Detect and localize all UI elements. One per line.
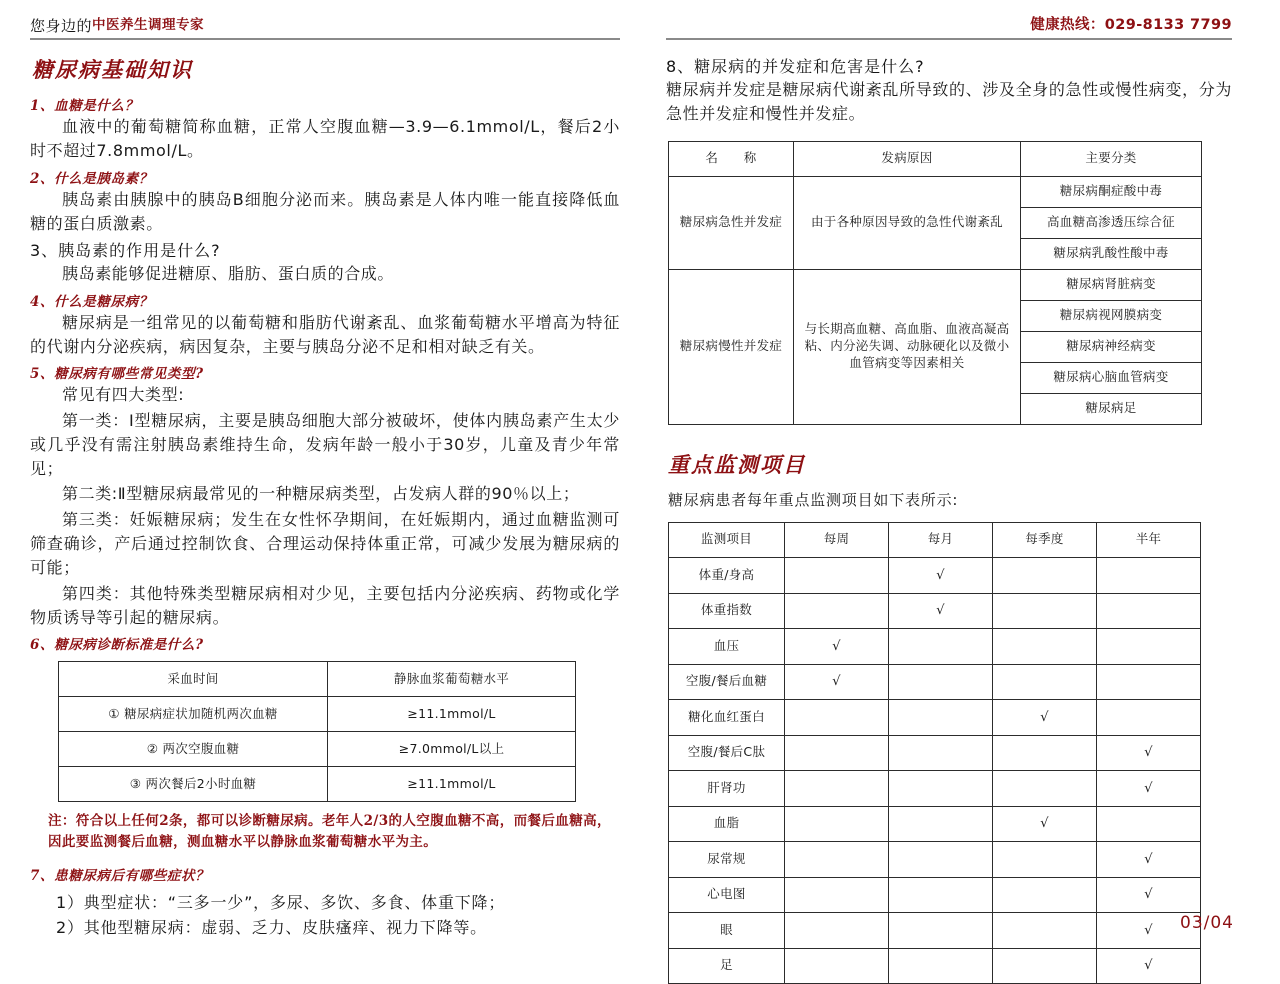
monitor-empty-cell — [993, 877, 1097, 913]
monitor-item-label: 足 — [669, 948, 785, 984]
monitor-empty-cell — [1097, 558, 1201, 594]
column-header-1: 每周 — [785, 522, 889, 558]
health-hotline: 健康热线：029-8133 7799 — [1030, 17, 1232, 34]
check-icon: √ — [1144, 780, 1153, 796]
diabetes-type-3: 第三类：妊娠糖尿病；发生在女性怀孕期间，在妊娠期内，通过血糖监测可筛查确诊，产后通过控制饮食、合理运动保持体重正常，可减少发展为糖尿病的可能； — [30, 509, 620, 578]
monitor-check-cell — [1097, 735, 1201, 771]
table-row — [669, 842, 1201, 878]
question-2-body: 胰岛素由胰腺中的胰岛B细胞分泌而来。胰岛素是人体内唯一能直接降低血糖的蛋白质激素。 — [30, 189, 620, 233]
monitor-item-label: 空腹/餐后血糖 — [669, 664, 785, 700]
column-header-cause: 发病原因 — [794, 141, 1021, 176]
monitor-check-cell — [889, 593, 993, 629]
symptom-item-other: 2）其他型糖尿病：虚弱、乏力、皮肤瘙痒、视力下降等。 — [56, 918, 487, 938]
monitor-empty-cell — [889, 842, 993, 878]
monitor-check-cell — [993, 700, 1097, 736]
monitoring-section-title: 重点监测项目 — [668, 451, 806, 477]
monitor-item-label: 血脂 — [669, 806, 785, 842]
question-5-title: 5、糖尿病有哪些常见类型? — [30, 366, 204, 383]
left-column — [0, 0, 648, 943]
criteria-2-value: ≥7.0mmol/L以上 — [328, 732, 576, 767]
column-header-4: 半年 — [1097, 522, 1201, 558]
question-1-title: 1、血糖是什么？ — [30, 98, 139, 114]
chronic-type-3: 糖尿病神经病变 — [1021, 331, 1202, 362]
monitor-empty-cell — [889, 948, 993, 984]
chronic-type-5: 糖尿病足 — [1021, 393, 1202, 424]
diagnosis-criteria-table — [58, 661, 576, 802]
monitor-empty-cell — [785, 735, 889, 771]
acute-complication-name: 糖尿病急性并发症 — [669, 176, 794, 269]
criteria-2-label: ② 两次空腹血糖 — [59, 732, 328, 767]
table-row — [669, 629, 1201, 665]
monitor-empty-cell — [889, 735, 993, 771]
monitoring-lead-text: 糖尿病患者每年重点监测项目如下表所示: — [668, 490, 959, 509]
monitor-empty-cell — [889, 700, 993, 736]
check-icon: √ — [832, 674, 841, 690]
question-6-title: 6、糖尿病诊断标准是什么? — [30, 637, 204, 654]
check-icon: √ — [1144, 851, 1153, 867]
check-icon: √ — [1040, 709, 1049, 725]
table-header-row — [669, 522, 1201, 558]
table-row — [669, 806, 1201, 842]
monitor-empty-cell — [785, 558, 889, 594]
diagnosis-note: 注：符合以上任何2条，都可以诊断糖尿病。老年人2/3的人空腹血糖不高，而餐后血糖高，因此要监测餐后血糖，测血糖水平以静脉血浆葡萄糖水平为主。 — [48, 813, 611, 850]
monitor-empty-cell — [1097, 664, 1201, 700]
monitor-empty-cell — [785, 948, 889, 984]
question-4-body: 糖尿病是一组常见的以葡萄糖和脂肪代谢紊乱、血浆葡萄糖水平增高为特征的代谢内分泌疾病，病因复杂，主要与胰岛分泌不足和相对缺乏有关。 — [30, 312, 620, 356]
monitor-item-label: 血压 — [669, 629, 785, 665]
monitor-empty-cell — [785, 806, 889, 842]
question-1-body: 血液中的葡萄糖简称血糖，正常人空腹血糖—3.9—6.1mmol/L，餐后2小时不超过7.8mmol/L。 — [30, 117, 620, 161]
criteria-3-label: ③ 两次餐后2小时血糖 — [59, 767, 328, 802]
header-tagline-brand: 中医养生调理专家 — [92, 17, 205, 34]
monitor-item-label: 糖化血红蛋白 — [669, 700, 785, 736]
question-8-title: 8、糖尿病的并发症和危害是什么? — [666, 57, 925, 76]
column-header-3: 每季度 — [993, 522, 1097, 558]
symptom-list — [56, 890, 620, 941]
check-icon: √ — [1144, 887, 1153, 903]
monitor-empty-cell — [993, 629, 1097, 665]
monitor-check-cell — [785, 664, 889, 700]
monitor-item-label: 尿常规 — [669, 842, 785, 878]
monitor-empty-cell — [993, 558, 1097, 594]
question-3-body: 胰岛素能够促进糖原、脂肪、蛋白质的合成。 — [62, 264, 395, 284]
monitoring-schedule-table — [668, 522, 1201, 984]
table-row — [669, 664, 1201, 700]
acute-complication-cause: 由于各种原因导致的急性代谢紊乱 — [794, 176, 1021, 269]
monitor-item-label: 体重/身高 — [669, 558, 785, 594]
monitor-item-label: 体重指数 — [669, 593, 785, 629]
monitor-empty-cell — [993, 735, 1097, 771]
criteria-1-value: ≥11.1mmol/L — [328, 697, 576, 732]
right-header — [666, 12, 1232, 38]
check-icon: √ — [832, 638, 841, 654]
table-row — [669, 700, 1201, 736]
table-row — [669, 558, 1201, 594]
column-header-name: 名 称 — [669, 141, 794, 176]
monitor-empty-cell — [1097, 593, 1201, 629]
chronic-type-1: 糖尿病肾脏病变 — [1021, 269, 1202, 300]
chronic-complication-name: 糖尿病慢性并发症 — [669, 269, 794, 424]
monitor-empty-cell — [993, 664, 1097, 700]
monitor-empty-cell — [785, 771, 889, 807]
table-row — [669, 176, 1202, 207]
monitor-item-label: 空腹/餐后C肽 — [669, 735, 785, 771]
table-row — [669, 771, 1201, 807]
header-divider-right — [666, 38, 1232, 40]
monitor-item-label: 心电图 — [669, 877, 785, 913]
monitor-empty-cell — [993, 593, 1097, 629]
check-icon: √ — [1040, 816, 1049, 832]
monitor-empty-cell — [993, 771, 1097, 807]
monitor-check-cell — [785, 629, 889, 665]
chronic-complication-cause: 与长期高血糖、高血脂、血液高凝高粘、内分泌失调、动脉硬化以及微小血管病变等因素相关 — [794, 269, 1021, 424]
check-icon: √ — [1144, 745, 1153, 761]
header-divider-left — [30, 38, 620, 40]
diabetes-type-4: 第四类：其他特殊类型糖尿病相对少见，主要包括内分泌疾病、药物或化学物质诱导等引起的糖尿病。 — [30, 583, 620, 627]
monitor-empty-cell — [1097, 700, 1201, 736]
check-icon: √ — [1144, 922, 1153, 938]
check-icon: √ — [936, 603, 945, 619]
left-header — [30, 12, 620, 38]
question-7-title: 7、患糖尿病后有哪些症状？ — [30, 867, 210, 884]
monitor-check-cell — [1097, 877, 1201, 913]
table-row — [669, 269, 1202, 300]
monitor-empty-cell — [889, 771, 993, 807]
monitor-empty-cell — [785, 700, 889, 736]
table-row — [669, 877, 1201, 913]
question-5-lead: 常见有四大类型: — [62, 385, 185, 405]
monitor-item-label: 眼 — [669, 913, 785, 949]
table-row — [59, 767, 576, 802]
column-header-0: 监测项目 — [669, 522, 785, 558]
monitor-empty-cell — [889, 806, 993, 842]
column-header-plasma-level: 静脉血浆葡萄糖水平 — [328, 662, 576, 697]
monitor-item-label: 肝肾功 — [669, 771, 785, 807]
question-4-title: 4、什么是糖尿病？ — [30, 293, 153, 310]
monitor-empty-cell — [1097, 806, 1201, 842]
complications-table — [668, 141, 1202, 425]
monitor-empty-cell — [889, 664, 993, 700]
table-row — [669, 593, 1201, 629]
table-header-row — [59, 662, 576, 697]
table-row — [669, 735, 1201, 771]
monitor-empty-cell — [785, 877, 889, 913]
monitor-check-cell — [1097, 842, 1201, 878]
table-row — [669, 948, 1201, 984]
monitor-empty-cell — [785, 842, 889, 878]
monitor-check-cell — [993, 806, 1097, 842]
page-title: 糖尿病基础知识 — [32, 57, 193, 82]
check-icon: √ — [1144, 958, 1153, 974]
header-tagline-plain: 您身边的 — [30, 16, 93, 35]
acute-type-2: 高血糖高渗透压综合征 — [1021, 207, 1202, 238]
criteria-1-label: ① 糖尿病症状加随机两次血糖 — [59, 697, 328, 732]
table-row — [59, 697, 576, 732]
column-header-2: 每月 — [889, 522, 993, 558]
diabetes-type-2: 第二类:Ⅱ型糖尿病最常见的一种糖尿病类型，占发病人群的90％以上； — [62, 484, 580, 504]
monitor-empty-cell — [889, 629, 993, 665]
acute-type-3: 糖尿病乳酸性酸中毒 — [1021, 238, 1202, 269]
chronic-type-2: 糖尿病视网膜病变 — [1021, 300, 1202, 331]
column-header-category: 主要分类 — [1021, 141, 1202, 176]
table-header-row — [669, 141, 1202, 176]
monitor-empty-cell — [889, 877, 993, 913]
monitor-check-cell — [1097, 948, 1201, 984]
column-header-sampling-time: 采血时间 — [59, 662, 328, 697]
question-2-title: 2、什么是胰岛素？ — [30, 170, 153, 187]
acute-type-1: 糖尿病酮症酸中毒 — [1021, 176, 1202, 207]
criteria-3-value: ≥11.1mmol/L — [328, 767, 576, 802]
table-row — [59, 732, 576, 767]
symptom-item-typical: 1）典型症状：“三多一少”，多尿、多饮、多食、体重下降； — [56, 892, 506, 912]
monitor-check-cell — [889, 558, 993, 594]
monitor-empty-cell — [785, 593, 889, 629]
monitor-empty-cell — [1097, 629, 1201, 665]
monitor-empty-cell — [993, 948, 1097, 984]
question-8-body: 糖尿病并发症是糖尿病代谢紊乱所导致的、涉及全身的急性或慢性病变，分为急性并发症和慢性并发症。 — [666, 80, 1232, 124]
chronic-type-4: 糖尿病心脑血管病变 — [1021, 362, 1202, 393]
diabetes-type-1: 第一类：Ⅰ型糖尿病，主要是胰岛细胞大部分被破坏，使体内胰岛素产生太少或几乎没有需注射胰岛素维持生命，发病年龄一般小于30岁，儿童及青少年常见； — [30, 410, 620, 479]
page-number: 03/04 — [1180, 913, 1234, 933]
right-column — [648, 0, 1280, 974]
check-icon: √ — [936, 567, 945, 583]
monitor-check-cell — [1097, 771, 1201, 807]
monitor-empty-cell — [993, 842, 1097, 878]
question-3-title: 3、胰岛素的作用是什么? — [30, 241, 221, 261]
